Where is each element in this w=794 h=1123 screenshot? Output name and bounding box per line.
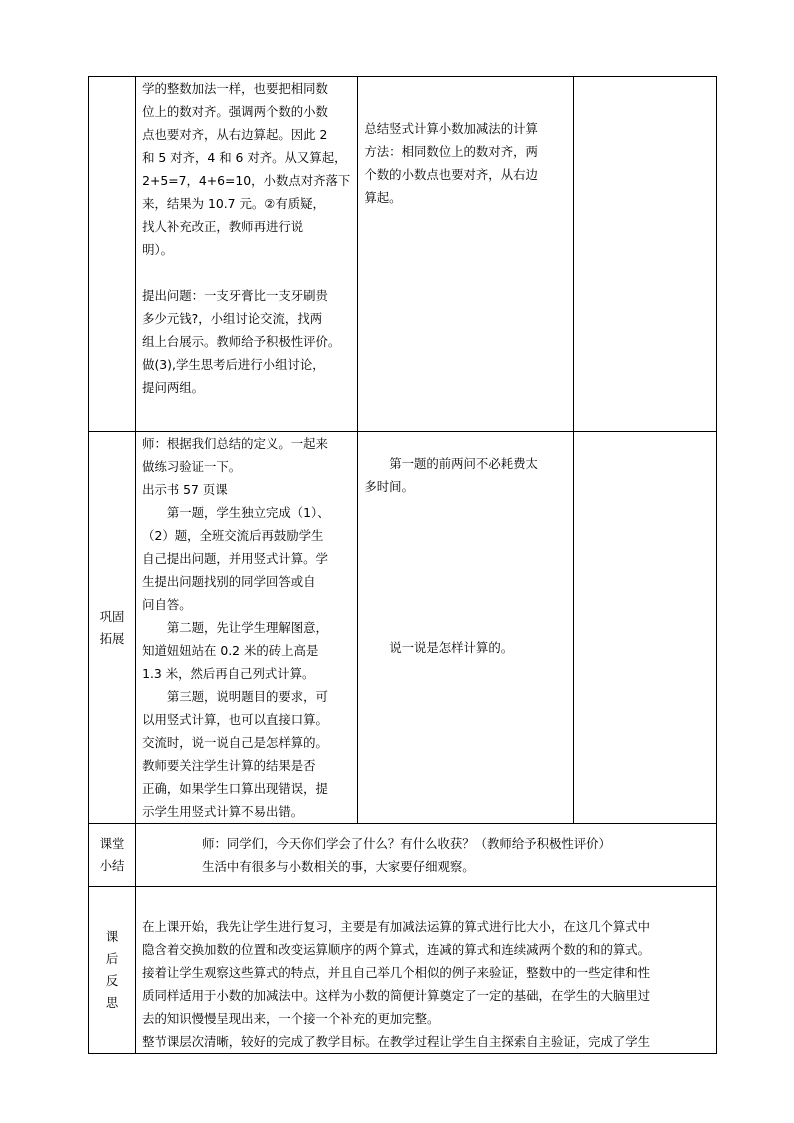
row-post-class-reflection: [89, 887, 717, 1054]
text-line: 示学生用竖式计算不易出错。: [142, 804, 304, 819]
row-class-summary: [89, 824, 717, 887]
section-label: 反: [105, 973, 119, 988]
section-label: 后: [105, 951, 119, 966]
text-line: 提出问题：一支牙膏比一支牙刷贵: [142, 288, 328, 303]
text-line: 多少元钱?，小组讨论交流，找两: [142, 311, 323, 326]
text-line: 做练习验证一下。: [142, 459, 242, 474]
row2-extra-cell: [573, 432, 716, 824]
text-line: 方法：相同数位上的数对齐，两: [364, 144, 538, 159]
text-line: 自己提出问题，并用竖式计算。学: [142, 551, 328, 566]
text-line: 明）。: [142, 242, 174, 257]
row2-label-cell: [89, 432, 136, 824]
section-label: 小结: [99, 858, 125, 873]
section-label: 拓展: [99, 630, 125, 646]
text-line: 找人补充改正，教师再进行说: [142, 219, 304, 234]
row1-label-cell: [89, 77, 136, 432]
text-line: 个数的小数点也要对齐，从右边: [364, 167, 538, 182]
text-line: 总结竖式计算小数加减法的计算: [364, 121, 538, 136]
text-line: 组上台展示。教师给予积极性评价。: [142, 334, 341, 349]
text-line: 教师要关注学生计算的结果是否: [142, 758, 316, 773]
lesson-plan-table: [88, 76, 717, 1054]
row2-activity-cell: [136, 432, 358, 824]
text-line: 多时间。: [364, 479, 414, 494]
text-line: 第一题的前两问不必耗费太: [389, 456, 538, 471]
text-line: 整节课层次清晰，较好的完成了教学目标。在教学过程让学生自主探索自主验证，完成了学生: [142, 1034, 651, 1049]
row1-notes-cell: [358, 77, 573, 432]
row1-activity-cell: [136, 77, 358, 432]
text-line: 在上课开始，我先让学生进行复习，主要是有加减法运算的算式进行比大小，在这几个算式中: [142, 919, 651, 934]
text-line: 来，结果为 10.7 元。②有质疑，: [142, 196, 325, 211]
row4-content-cell: [136, 887, 717, 1054]
section-label: 课: [105, 929, 119, 944]
text-line: 2+5=7，4+6=10，小数点对齐落下: [142, 173, 351, 188]
row-consolidate-extend: [89, 432, 717, 824]
section-label: 课堂: [99, 836, 125, 851]
text-line: 生提出问题找别的同学回答或自: [142, 574, 316, 589]
text-line: 知道妞妞站在 0.2 米的砖上高是: [142, 643, 319, 658]
section-label: 思: [105, 995, 119, 1010]
text-line: 提问两组。: [142, 380, 205, 395]
text-line: 问自答。: [142, 597, 192, 612]
row3-label-cell: [89, 824, 136, 887]
text-line: 位上的数对齐。强调两个数的小数: [142, 104, 328, 119]
text-line: （2）题，全班交流后再鼓励学生: [142, 528, 324, 543]
section-label: 巩固: [99, 608, 125, 624]
text-line: 以用竖式计算，也可以直接口算。: [142, 712, 328, 727]
row-teaching-process: [89, 77, 717, 432]
row1-extra-cell: [573, 77, 716, 432]
text-line: 算起。: [364, 190, 402, 205]
text-line: 师：根据我们总结的定义。一起来: [142, 436, 328, 451]
text-line: 正确，如果学生口算出现错误，提: [142, 781, 328, 796]
text-line: 说一说是怎样计算的。: [389, 640, 514, 655]
text-line: 第二题，先让学生理解图意，: [166, 620, 328, 635]
text-line: 第三题，说明题目的要求，可: [166, 689, 328, 704]
text-line: 去的知识慢慢呈现出来，一个接一个补充的更加完整。: [142, 1011, 440, 1026]
text-line: 交流时，说一说自己是怎样算的。: [142, 735, 328, 750]
text-line: 生活中有很多与小数相关的事，大家要仔细观察。: [202, 859, 475, 874]
text-line: 师：同学们，今天你们学会了什么？有什么收获？（教师给予积极性评价）: [202, 836, 611, 851]
text-line: 质同样适用于小数的加减法中。这样为小数的简便计算奠定了一定的基础，在学生的大脑里过: [142, 988, 651, 1003]
text-line: 第一题，学生独立完成（1）、: [166, 505, 330, 520]
text-line: 1.3 米，然后再自己列式计算。: [142, 666, 315, 681]
text-line: 点也要对齐，从右边算起。因此 2: [142, 127, 328, 142]
text-line: 做(3),学生思考后进行小组讨论，: [142, 357, 325, 372]
text-line: 出示书 57 页课: [142, 482, 228, 497]
row4-label-cell: [89, 887, 136, 1054]
text-line: 隐含着交换加数的位置和改变运算顺序的两个算式，连减的算式和连续减两个数的和的算式。: [142, 942, 651, 957]
row2-notes-cell: [358, 432, 573, 824]
text-line: 接着让学生观察这些算式的特点，并且自己举几个相似的例子来验证，整数中的一些定律和性: [142, 965, 651, 980]
row3-content-cell: [136, 824, 717, 887]
text-line: 学的整数加法一样，也要把相同数: [142, 81, 328, 96]
text-line: 和 5 对齐，4 和 6 对齐。从又算起，: [142, 150, 347, 165]
